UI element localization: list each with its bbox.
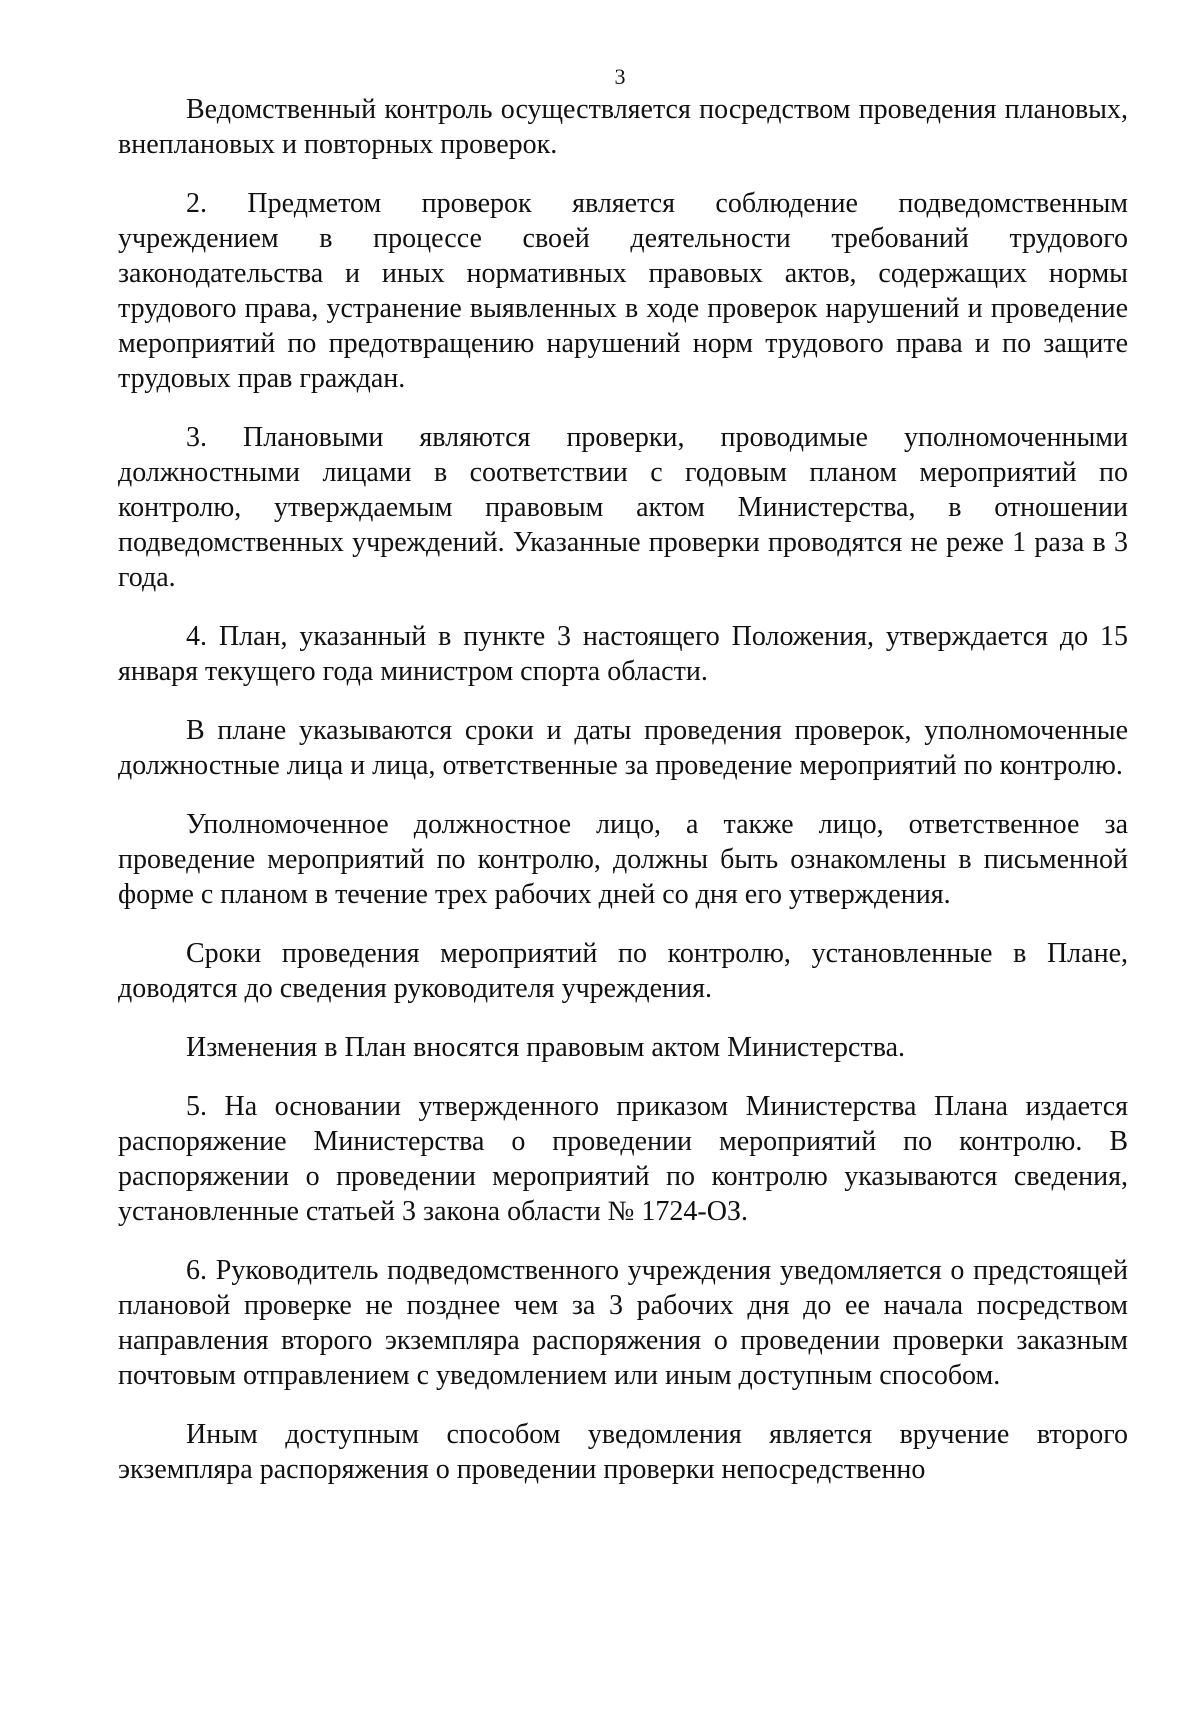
paragraph-plan-contents: В плане указываются сроки и даты проведения проверок, уполномоченные должностные лица и лица, ответственные за проведение мероприятий по контролю. — [118, 715, 1128, 781]
paragraph-other-notification: Иным доступным способом уведомления является вручение второго экземпляра распоряжения о проведении проверки непосредственно — [118, 1419, 1128, 1485]
paragraph-5-order: 5. На основании утвержденного приказом Министерства Плана издается распоряжение Министерства о проведении мероприятий по контролю. В распоряжении о проведении мероприятий по контролю указываются сведения, установленные статьей 3 закона области № 1724-ОЗ. — [118, 1091, 1128, 1227]
paragraph-4-plan-approval: 4. План, указанный в пункте 3 настоящего Положения, утверждается до 15 января текущего года министром спорта области. — [118, 621, 1128, 687]
paragraph-acquaintance: Уполномоченное должностное лицо, а также лицо, ответственное за проведение мероприятий по контролю, должны быть ознакомлены в письменной форме с планом в течение трех рабочих дней со дня его утверждения. — [118, 809, 1128, 910]
paragraph-2-subject: 2. Предметом проверок является соблюдение подведомственным учреждением в процессе своей деятельности требований трудового законодательства и иных нормативных правовых актов, содержащих нормы трудового права, устранение выявленных в ходе проверок нарушений и проведение мероприятий по предотвращению нарушений норм трудового права и по защите трудовых прав граждан. — [118, 188, 1128, 394]
paragraph-plan-changes: Изменения в План вносятся правовым актом Министерства. — [186, 1032, 906, 1063]
paragraph-deadlines: Сроки проведения мероприятий по контролю, установленные в Плане, доводятся до сведения руководителя учреждения. — [118, 938, 1128, 1004]
paragraph-control-methods: Ведомственный контроль осуществляется посредством проведения плановых, внеплановых и повторных проверок. — [118, 94, 1128, 160]
paragraph-3-planned-checks: 3. Плановыми являются проверки, проводимые уполномоченными должностными лицами в соответствии с годовым планом мероприятий по контролю, утверждаемым правовым актом Министерства, в отношении подведомственных учреждений. Указанные проверки проводятся не реже 1 раза в 3 года. — [118, 422, 1128, 593]
page-number: 3 — [614, 64, 626, 89]
paragraph-6-notification: 6. Руководитель подведомственного учреждения уведомляется о предстоящей плановой проверке не позднее чем за 3 рабочих дня до ее начала посредством направления второго экземпляра распоряжения о проведении проверки заказным почтовым отправлением с уведомлением или иным доступным способом. — [118, 1255, 1128, 1391]
document-body — [118, 92, 1128, 1511]
